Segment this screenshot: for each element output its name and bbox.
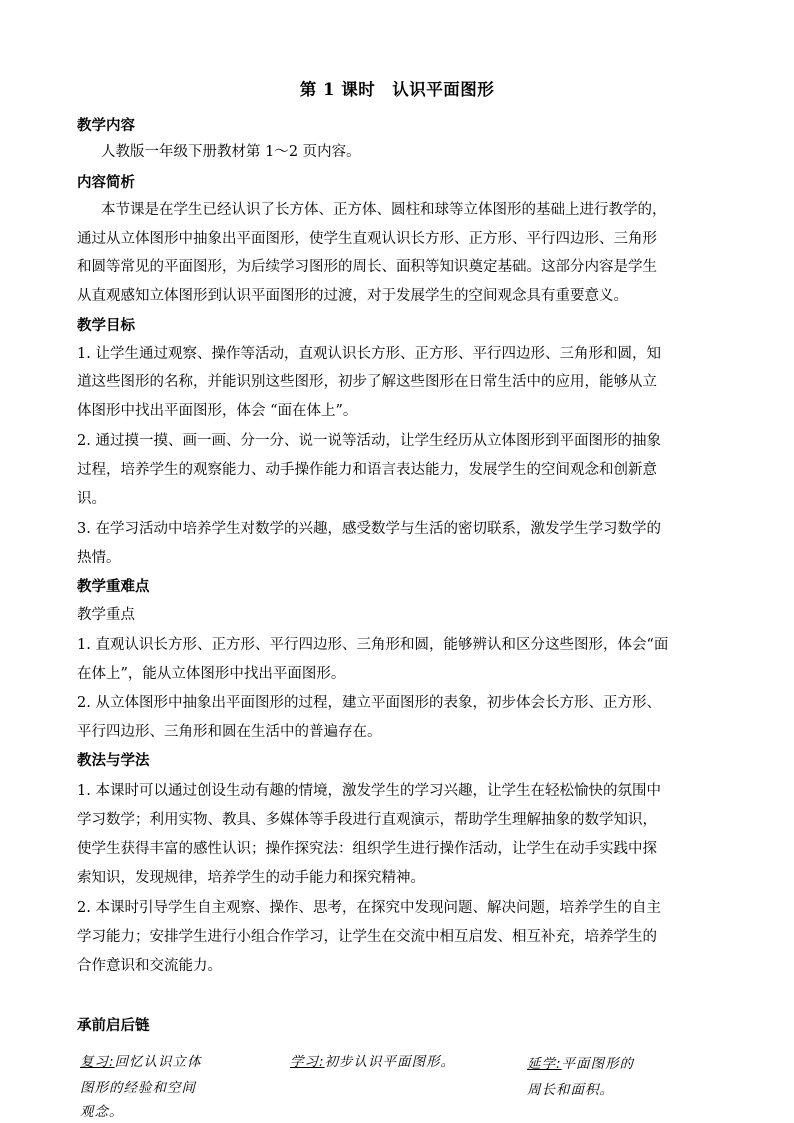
summary-line: 从直观感知立体图形到认识平面图形的过渡，对于发展学生的空间观念具有重要意义。 xyxy=(77,288,628,304)
chain-learn xyxy=(290,1052,455,1072)
goals-line: 识。 xyxy=(77,491,106,507)
chain-review xyxy=(80,1052,202,1072)
chain-extend-line: 平面图形的 xyxy=(561,1056,635,1072)
goals-line: 1. 让学生通过观察、操作等活动，直观认识长方形、正方形、平行四边形、三角形和圆，知 xyxy=(77,346,661,362)
keypoints-subheading: 教学重点 xyxy=(77,607,135,623)
chain-review-line: 图形的经验和空间 xyxy=(80,1080,196,1096)
goals-line: 热情。 xyxy=(77,550,121,566)
section-heading-content: 教学内容 xyxy=(77,117,135,134)
goals-line: 3. 在学习活动中培养学生对数学的兴趣，感受数学与生活的密切联系，激发学生学习数学的 xyxy=(77,521,661,537)
section-heading-chain: 承前启后链 xyxy=(77,1017,150,1034)
methods-line: 合作意识和交流能力。 xyxy=(77,958,222,974)
methods-line: 索知识，发现规律，培养学生的动手能力和探究精神。 xyxy=(77,870,425,886)
keypoints-line: 1. 直观认识长方形、正方形、平行四边形、三角形和圆，能够辨认和区分这些图形，体会“面 xyxy=(77,637,669,653)
section-heading-goals: 教学目标 xyxy=(77,317,135,334)
goals-line: 过程，培养学生的观察能力、动手操作能力和语言表达能力，发展学生的空间观念和创新意 xyxy=(77,462,657,478)
summary-line: 和圆等常见的平面图形，为后续学习图形的周长、面积等知识奠定基础。这部分内容是学生 xyxy=(77,259,657,275)
keypoints-line: 2. 从立体图形中抽象出平面图形的过程，建立平面图形的表象，初步体会长方形、正方形、 xyxy=(77,695,661,711)
keypoints-line: 平行四边形、三角形和圆在生活中的普遍存在。 xyxy=(77,724,382,740)
goals-line: 道这些图形的名称，并能识别这些图形，初步了解这些图形在日常生活中的应用，能够从立 xyxy=(77,374,657,390)
chain-learn-text: 初步认识平面图形。 xyxy=(324,1054,456,1070)
methods-line: 1. 本课时可以通过创设生动有趣的情境，激发学生的学习兴趣，让学生在轻松愉快的氛围中 xyxy=(77,783,661,799)
keypoints-line: 在体上”，能从立体图形中找出平面图形。 xyxy=(77,666,346,682)
methods-line: 学习数学；利用实物、教具、多媒体等手段进行直观演示，帮助学生理解抽象的数学知识， xyxy=(77,812,657,828)
page-title: 第 1 课时 认识平面图形 xyxy=(299,80,495,99)
chain-extend-line: 周长和面积。 xyxy=(527,1082,614,1098)
methods-line: 学习能力；安排学生进行小组合作学习，让学生在交流中相互启发、相互补充，培养学生的 xyxy=(77,929,657,945)
chain-review-tag: 复习: xyxy=(80,1054,115,1070)
chain-extend xyxy=(527,1054,634,1074)
summary-line: 本节课是在学生已经认识了长方体、正方体、圆柱和球等立体图形的基础上进行教学的， xyxy=(101,202,667,218)
section-heading-summary: 内容简析 xyxy=(77,174,135,191)
section-heading-keypoints: 教学重难点 xyxy=(77,578,150,595)
chain-learn-tag: 学习: xyxy=(290,1054,325,1070)
chain-review-line: 回忆认识立体 xyxy=(114,1054,202,1070)
chain-extend-tag: 延学: xyxy=(527,1056,562,1072)
goals-line: 体图形中找出平面图形，体会 “面在体上”。 xyxy=(77,403,358,419)
methods-line: 2. 本课时引导学生自主观察、操作、思考，在探究中发现问题、解决问题，培养学生的自主 xyxy=(77,900,661,916)
chain-review-line: 观念。 xyxy=(80,1104,124,1120)
methods-line: 使学生获得丰富的感性认识；操作探究法：组织学生进行操作活动，让学生在动手实践中探 xyxy=(77,841,657,857)
goals-line: 2. 通过摸一摸、画一画、分一分、说一说等活动，让学生经历从立体图形到平面图形的抽象 xyxy=(77,433,661,449)
summary-line: 通过从立体图形中抽象出平面图形，使学生直观认识长方形、正方形、平行四边形、三角形 xyxy=(77,231,657,247)
content-text: 人教版一年级下册教材第 1～2 页内容。 xyxy=(101,144,361,160)
section-heading-methods: 教法与学法 xyxy=(77,752,150,769)
